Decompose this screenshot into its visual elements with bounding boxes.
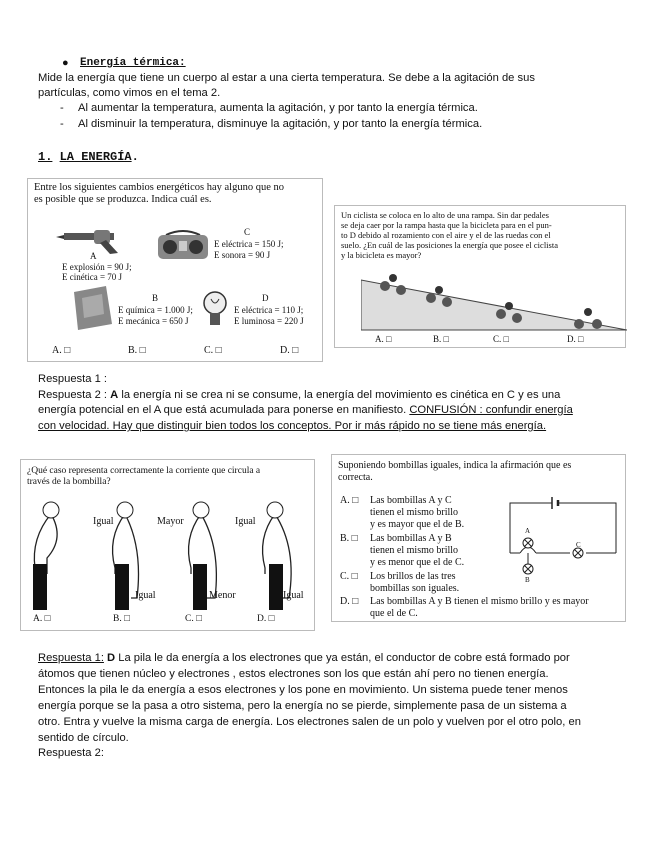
answer2-line-2 xyxy=(38,403,573,418)
answer2-line-1 xyxy=(38,388,560,403)
fig3-question-2: través de la bombilla? xyxy=(27,477,111,487)
answer1-line: Respuesta 1 : xyxy=(38,373,108,385)
fig4-opt-a-3: y es mayor que el de B. xyxy=(370,519,465,530)
fig3-label-5: Menor xyxy=(209,590,236,601)
fig3-option-c[interactable]: C. □ xyxy=(185,614,202,624)
bulb-icon-a xyxy=(43,502,59,518)
fig1-label-d: D xyxy=(262,293,269,303)
bulb-symbol-c xyxy=(573,548,583,558)
fig1-d-e1: E eléctrica = 110 J; xyxy=(234,305,304,315)
fig4-opt-d-2: que el de C. xyxy=(370,608,418,619)
thermal-item-1-text: Al aumentar la temperatura, aumenta la agitación, y por tanto la energía térmica. xyxy=(78,102,478,114)
section-title: LA ENERGÍA xyxy=(59,150,132,164)
fig1-c-e1: E eléctrica = 150 J; xyxy=(214,239,284,249)
fig1-option-c[interactable]: C. □ xyxy=(204,345,222,356)
bulb-icon-b xyxy=(117,502,133,518)
fig2-option-c[interactable]: C. □ xyxy=(493,334,509,344)
circuit-label-c: C xyxy=(576,541,581,549)
fig4-question-1: Suponiendo bombillas iguales, indica la afirmación que es xyxy=(338,460,572,471)
bulb-icon-d xyxy=(267,502,283,518)
answer2-line-3 xyxy=(38,419,546,434)
battery-icon-d xyxy=(269,564,283,610)
fig3-label-2: Mayor xyxy=(157,516,184,527)
fig1-b-e2: E mecánica = 650 J xyxy=(118,316,189,326)
fig4-opt-b-3: y es menor que el de C. xyxy=(370,557,465,568)
figure-energy-changes xyxy=(27,178,323,362)
fig1-question-1: Entre los siguientes cambios energéticos hay alguno que no xyxy=(34,182,284,193)
answer2-confusion: CONFUSIÓN : confundir energía xyxy=(409,404,573,416)
bulb-icon-c xyxy=(193,502,209,518)
answer-block2-prefix: Respuesta 1: xyxy=(38,652,104,664)
answer2-bold: A xyxy=(110,389,119,401)
circuit-label-a: A xyxy=(525,527,531,535)
battery-icon-b xyxy=(115,564,129,610)
answer-block2-line-4: energía porque se la pasa a otro sistema, pero la energía no se pierde, simplemente pasa de un sistema a xyxy=(38,700,567,712)
fig4-opt-a-1: Las bombillas A y C xyxy=(370,495,452,506)
fig1-label-b: B xyxy=(152,293,159,303)
fig4-option-b[interactable]: B. □ xyxy=(340,533,358,544)
fig2-question-1: Un ciclista se coloca en lo alto de una rampa. Sin dar pedales xyxy=(341,210,549,220)
fig1-label-a: A xyxy=(90,251,97,261)
fig2-option-a[interactable]: A. □ xyxy=(375,334,392,344)
fig3-question-1: ¿Qué caso representa correctamente la corriente que circula a xyxy=(27,466,261,476)
fig2-question-3: to D debido al rozamiento con el aire y el de las ruedas con el xyxy=(341,230,551,240)
circuit-diagram xyxy=(500,493,622,593)
answer-block2-line-1 xyxy=(38,651,570,666)
answer2-prefix: Respuesta 2 : xyxy=(38,389,111,401)
answer-block2-r2: Respuesta 2: xyxy=(38,747,104,759)
thermal-intro-2: partículas, como vimos en el tema 2. xyxy=(38,87,221,99)
thermal-intro-1: Mide la energía que tiene un cuerpo al estar a una cierta temperatura. Se debe a la agitación de sus xyxy=(38,72,535,84)
thermal-item-2-text: Al disminuir la temperatura, disminuye la agitación, y por tanto la energía térmica. xyxy=(78,118,483,130)
fig2-option-d[interactable]: D. □ xyxy=(567,334,584,344)
answer2-text-2a: energía potencial en el A que está acumulada para ponerse en manifiesto. xyxy=(38,404,410,416)
thermal-item-1: - xyxy=(60,102,64,114)
battery-symbol xyxy=(552,497,558,509)
fig3-option-a[interactable]: A. □ xyxy=(33,614,51,624)
backpack-icon xyxy=(68,284,114,332)
fig2-question-5: y la bicicleta es mayor? xyxy=(341,250,422,260)
fig2-question-4: suelo. ¿En cuál de las posiciones la energía que posee el ciclista xyxy=(341,240,558,250)
fig4-option-c[interactable]: C. □ xyxy=(340,571,358,582)
thermal-item-2: - xyxy=(60,118,64,130)
figure-bulb-brightness xyxy=(331,454,626,622)
fig1-label-c: C xyxy=(244,227,251,237)
section-suffix: . xyxy=(131,150,139,164)
bullet-dot: ● xyxy=(62,57,69,69)
figure-cyclist-ramp xyxy=(334,205,626,348)
fig4-opt-b-2: tienen el mismo brillo xyxy=(370,545,459,556)
fig1-option-b[interactable]: B. □ xyxy=(128,345,146,356)
lightbulb-icon xyxy=(200,289,230,333)
fig2-question-2: se deja caer por la rampa hasta que la bicicleta para en el pun- xyxy=(341,220,552,230)
fig1-c-e2: E sonora = 90 J xyxy=(214,250,271,260)
answer-block2-line-5: otro. Entra y vuelve la misma carga de energía. Los electrones salen de un polo y vuelven por el otro polo, en xyxy=(38,716,581,728)
fig3-label-1: Igual xyxy=(93,516,114,527)
fig1-option-a[interactable]: A. □ xyxy=(52,345,71,356)
answer-block2-line-2: átomos que tienen núcleo y electrones , estos electrones son los que están ahí pero no tienen energía. xyxy=(38,668,549,680)
fig4-option-d[interactable]: D. □ xyxy=(340,596,359,607)
answer-block2-text-1: La pila le da energía a los electrones que ya están, el conductor de cobre está formado por xyxy=(115,652,570,664)
fig1-b-e1: E química = 1.000 J; xyxy=(118,305,193,315)
ramp-illustration xyxy=(361,266,627,332)
fig3-label-6: Igual xyxy=(283,590,304,601)
battery-icon-c xyxy=(193,564,207,610)
radio-icon xyxy=(156,229,210,261)
battery-icon-a xyxy=(33,564,47,610)
fig3-label-3: Igual xyxy=(235,516,256,527)
fig4-opt-b-1: Las bombillas A y B xyxy=(370,533,452,544)
fig3-label-4: Igual xyxy=(135,590,156,601)
circuit-label-b: B xyxy=(525,576,530,584)
fig3-option-d[interactable]: D. □ xyxy=(257,614,275,624)
bulb-symbol-b xyxy=(523,564,533,574)
fig3-option-b[interactable]: B. □ xyxy=(113,614,130,624)
section-number: 1. xyxy=(38,150,53,164)
fig1-d-e2: E luminosa = 220 J xyxy=(234,316,304,326)
answer2-text-3: con velocidad. Hay que distinguir bien todos los conceptos. Por ir más rápido no se tiene más energía. xyxy=(38,420,547,432)
answer-block2-bold: D xyxy=(103,652,116,664)
fig4-opt-a-2: tienen el mismo brillo xyxy=(370,507,459,518)
section-heading xyxy=(38,150,139,164)
fig1-option-d[interactable]: D. □ xyxy=(280,345,299,356)
answer-block2-line-3: Entonces la pila le da energía a esos electrones y los pone en movimiento. Un sistema puede tener menos xyxy=(38,684,568,696)
fig1-a-e1: E explosión = 90 J; xyxy=(62,262,132,272)
thermal-title: Energía térmica: xyxy=(80,57,186,69)
fig4-opt-d-1: Las bombillas A y B tienen el mismo brillo y es mayor xyxy=(370,596,589,607)
fig4-option-a[interactable]: A. □ xyxy=(340,495,359,506)
fig4-opt-c-2: bombillas son iguales. xyxy=(370,583,460,594)
fig4-opt-c-1: Los brillos de las tres xyxy=(370,571,456,582)
answer-block2-line-6: sentido de círculo. xyxy=(38,732,129,744)
answer2-text-1: la energía ni se crea ni se consume, la energía del movimiento es cinética en C y es una xyxy=(118,389,561,401)
figure-bulb-current xyxy=(20,459,315,631)
fig4-question-2: correcta. xyxy=(338,472,373,483)
bulb-symbol-a xyxy=(523,538,533,548)
fig1-question-2: es posible que se produzca. Indica cuál es. xyxy=(34,194,212,205)
fig1-a-e2: E cinética = 70 J xyxy=(62,272,123,282)
fig2-option-b[interactable]: B. □ xyxy=(433,334,449,344)
